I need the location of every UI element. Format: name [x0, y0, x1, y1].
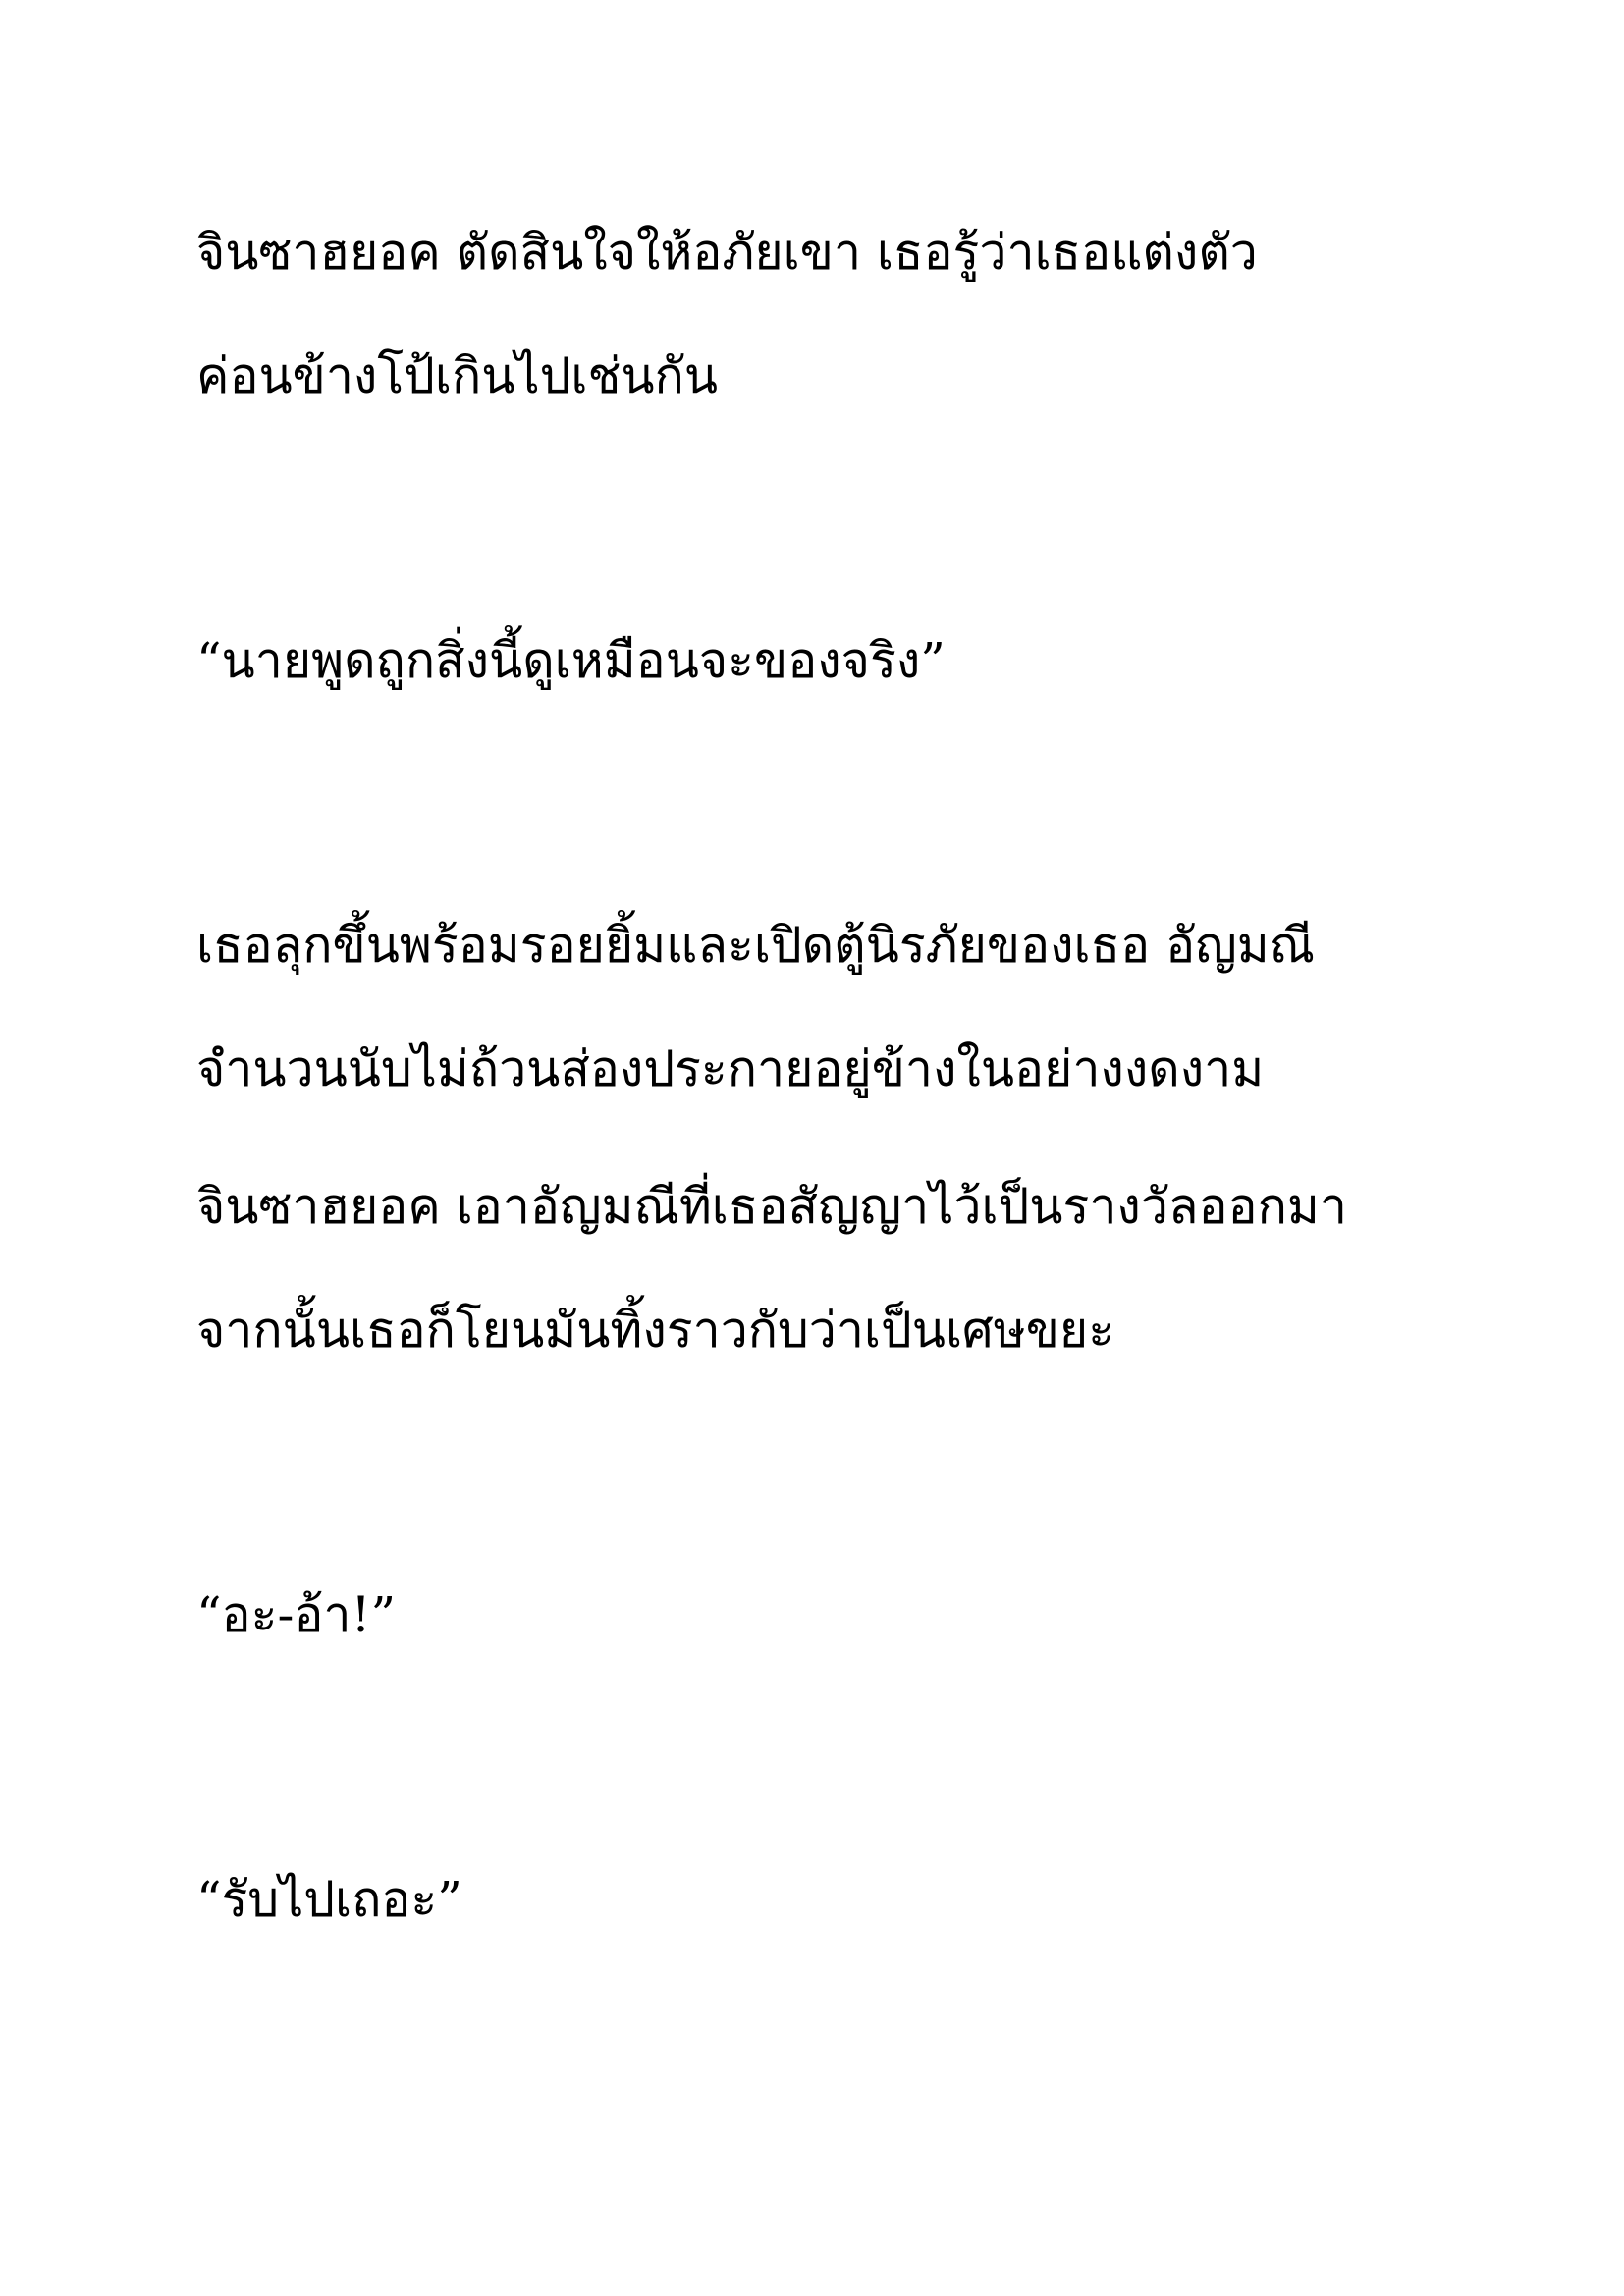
- narration-line: จินซาฮยอค เอาอัญมณีที่เธอสัญญาไว้เป็นรางวัลออกมา: [196, 1178, 1347, 1235]
- narration-line: จำนวนนับไม่ถ้วนส่องประกายอยู่ข้างในอย่างงดงาม: [196, 1041, 1265, 1097]
- narration-line: เธอลุกขึ้นพร้อมรอยยิ้มและเปิดตู้นิรภัยของเธอ อัญมณี: [196, 917, 1316, 974]
- narration-line: จินซาฮยอค ตัดสินใจให้อภัยเขา เธอรู้ว่าเธอแต่งตัว: [196, 224, 1258, 281]
- narration-line: ค่อนข้างโป้เกินไปเช่นกัน: [196, 347, 719, 404]
- dialogue-line: “อะ-อ้า!”: [196, 1586, 397, 1643]
- dialogue-line: “นายพูดถูกสิ่งนี้ดูเหมือนจะของจริง”: [196, 632, 946, 689]
- narration-line: จากนั้นเธอก็โยนมันทิ้งราวกับว่าเป็นเศษขยะ: [196, 1302, 1115, 1359]
- dialogue-line: “รับไปเถอะ”: [196, 1871, 462, 1928]
